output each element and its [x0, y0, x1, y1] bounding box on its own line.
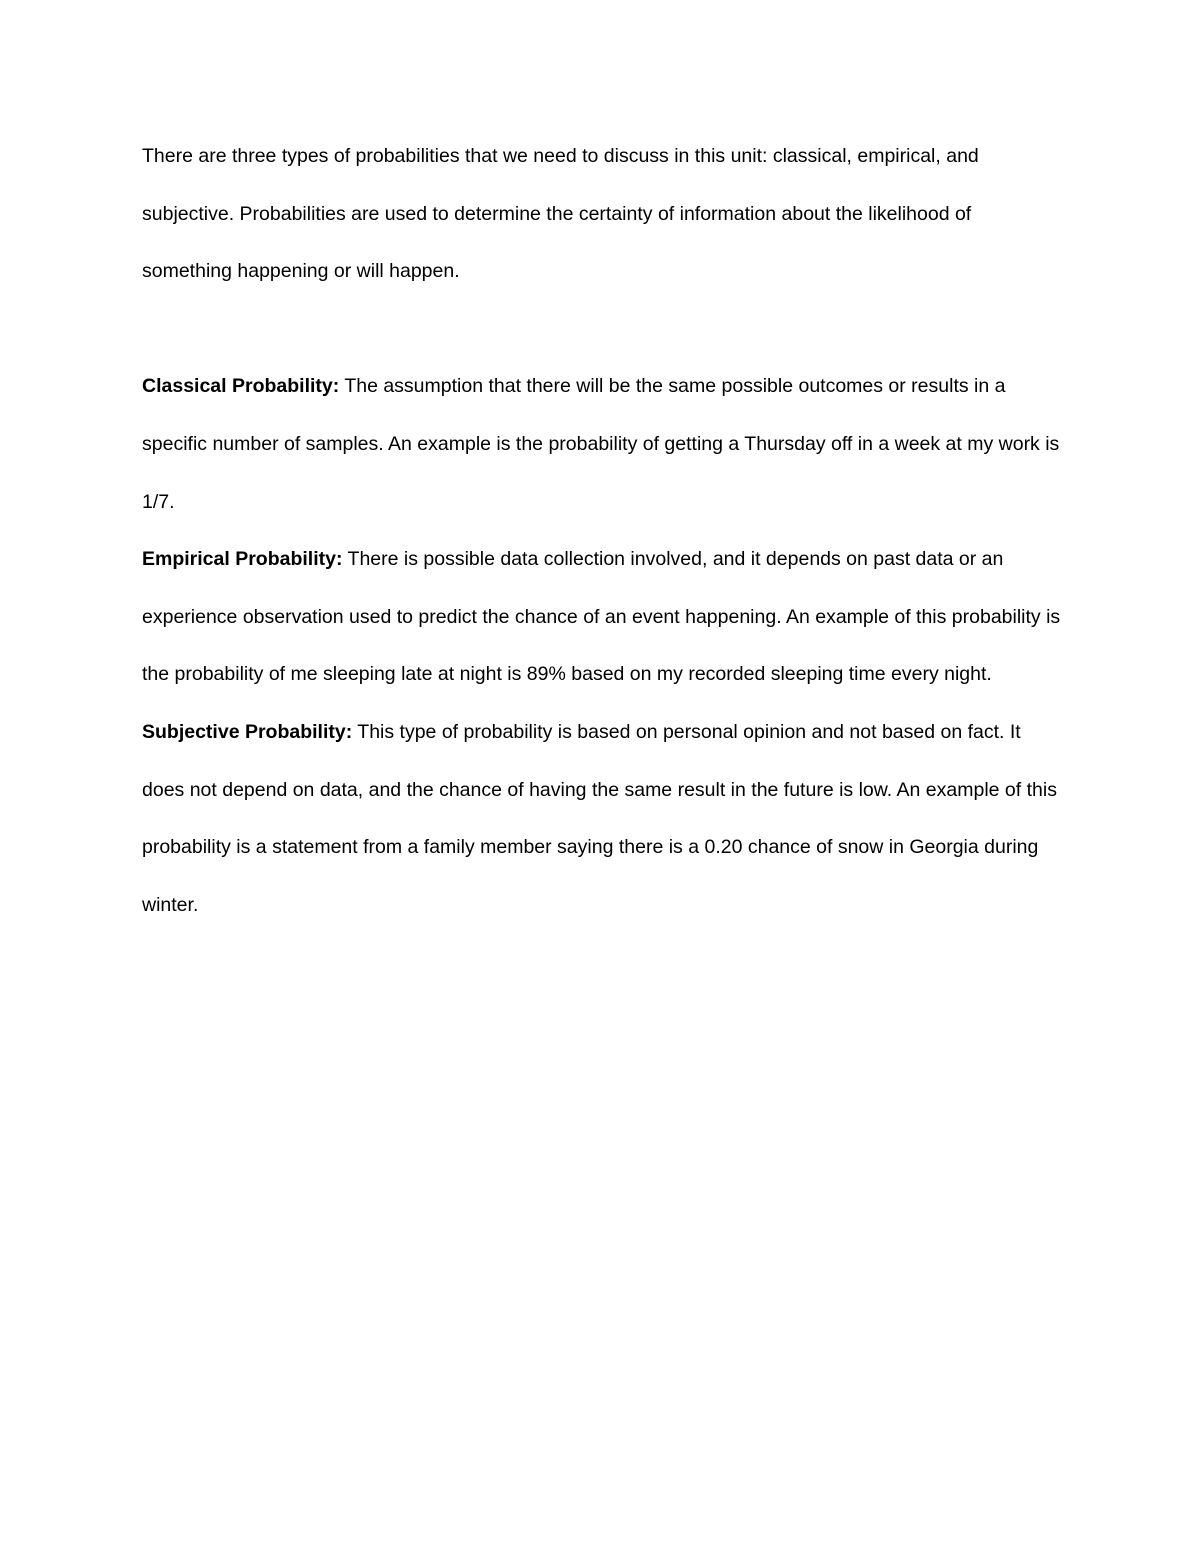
classical-probability-paragraph: [142, 358, 1062, 531]
empirical-probability-text: There is possible data collection involved, and it depends on past data or an experience observation used to predict the chance of an event happening. An example of this probability is the probability of me sleeping late at night is 89% based on my recorded sleeping time every night.: [142, 548, 1061, 686]
intro-paragraph: There are three types of probabilities that we need to discuss in this unit: classical, empirical, and subjective. Probabilities are used to determine the certainty of information about the likelihood of something happening or will happen.: [142, 145, 979, 283]
empirical-probability-term: Empirical Probability:: [142, 548, 343, 571]
classical-probability-term: Classical Probability:: [142, 375, 340, 398]
subjective-probability-text: This type of probability is based on personal opinion and not based on fact. It does not depend on data, and the chance of having the same result in the future is low. An example of this probability is a statement from a family member saying there is a 0.20 chance of snow in Georgia during winter.: [142, 720, 1057, 916]
subjective-probability-paragraph: [142, 704, 1062, 934]
subjective-probability-term: Subjective Probability:: [142, 720, 353, 743]
empirical-probability-paragraph: [142, 531, 1062, 704]
document-body: [142, 128, 1062, 934]
classical-probability-text: The assumption that there will be the same possible outcomes or results in a specific number of samples. An example is the probability of getting a Thursday off in a week at my work is 1/7.: [142, 375, 1060, 513]
